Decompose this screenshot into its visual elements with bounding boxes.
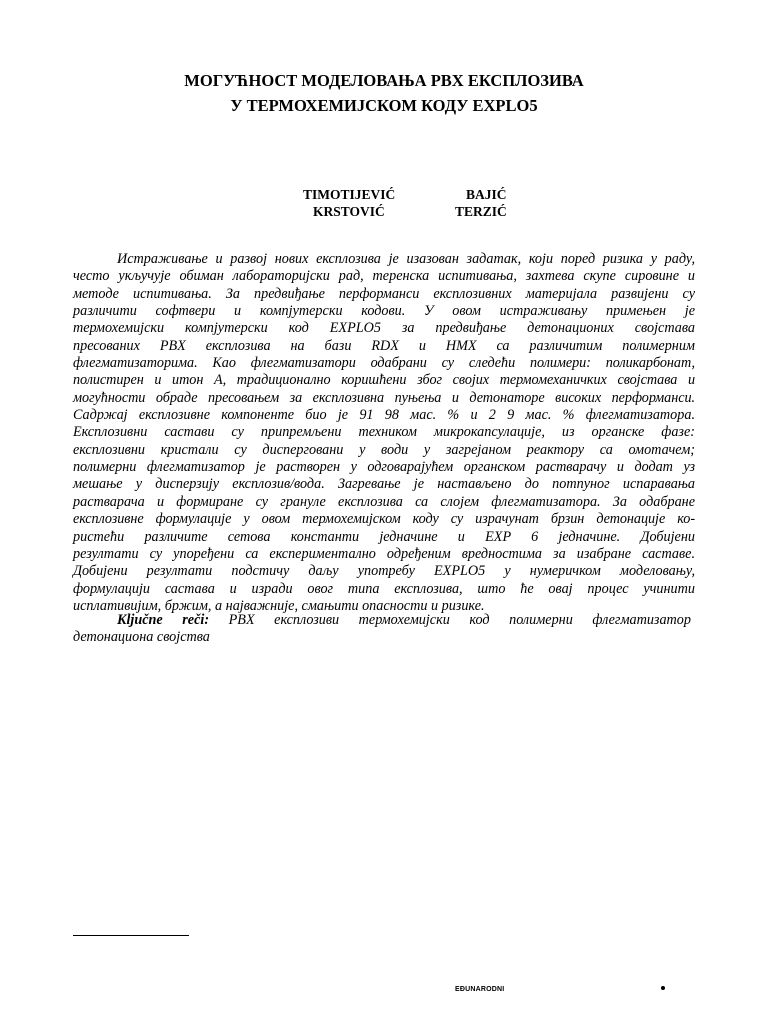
footer-text: EĐUNARODNI	[455, 986, 505, 993]
author-krstovic: KRSTOVIĆ	[313, 204, 385, 219]
abstract-line: полистирен и итон А, традиционално коришћени због својих термомеханичких својстава и	[73, 372, 695, 389]
abstract-line: термохемијски компјутерски код EXPLO5 за предвиђање детонационих својстава	[73, 320, 695, 337]
abstract-line: формулацији састава и изради овог типа експлозива, што ће овај процес учинити	[73, 580, 695, 597]
abstract	[73, 251, 695, 615]
paper-title	[0, 68, 768, 118]
keywords-line-2: детонациона својства	[73, 629, 210, 646]
footnote-rule	[73, 935, 189, 936]
abstract-line: мешање у дисперзију експлозив/вода. Загревање је настављено до потпуног испаравања	[73, 476, 695, 493]
author-row-2	[0, 203, 768, 220]
abstract-line: ристећи различите сетова константи једначине и EXP 6 једначине. Добијени	[73, 528, 695, 545]
abstract-line: различити софтвери и компјутерски кодови. У овом истраживању примењен је	[73, 303, 695, 320]
abstract-line: исплативијим, бржим, а најважније, смањити опасности и ризике.	[73, 597, 485, 614]
keywords	[73, 612, 691, 647]
abstract-line: методе испитивања. За предвиђање перформанси експлозивних материјала развијени су	[73, 285, 695, 302]
abstract-line: растварача и формиране су грануле експлозива са слојем флегматизатора. За одабране	[73, 493, 695, 510]
author-bajic: BAJIĆ	[466, 187, 507, 202]
abstract-line: флегматизаторима. Као флегматизатори одабрани су следећи полимери: поликарбонат,	[73, 355, 695, 372]
author-terzic: TERZIĆ	[455, 204, 507, 219]
abstract-line: Експлозивни састави су припремљени техником микрокапсулације, из органске фазе:	[73, 424, 695, 441]
abstract-line: резултати су упоређени са експериментално одређеним вредностима за изабране саставе.	[73, 545, 695, 562]
abstract-line: Добијени резултати подстичу даљу употребу EXPLO5 у нумеричком моделовању,	[73, 563, 695, 580]
abstract-line: често укључује обиман лабораторијски рад, теренска испитивања, захтева скупе сировине и	[73, 268, 695, 285]
keywords-text: PBX експлозиви термохемијски код полимерни флегматизатор	[209, 612, 691, 628]
abstract-line: пресованих PBX експлозива на бази RDX и HMX са различитим полимерним	[73, 337, 695, 354]
author-row-1	[0, 186, 768, 203]
keywords-line-1	[73, 612, 691, 629]
keywords-label: Ključne reči:	[117, 612, 210, 628]
title-line-1: МОГУЋНОСТ МОДЕЛОВАЊА PBX ЕКСПЛОЗИВА	[184, 71, 584, 90]
author-timotijevic: TIMOTIJEVIĆ	[303, 187, 396, 202]
author-block	[0, 186, 768, 220]
footer-bullet-icon	[661, 986, 665, 990]
abstract-line: експлозивне формулације у овом термохемијском коду су израчунат брзин детонације ко-	[73, 511, 695, 528]
abstract-line: Садржај експлозивне компоненте био је 91 98 мас. % и 2 9 мас. % флегматизатора.	[73, 407, 695, 424]
abstract-line: полимерни флегматизатор је растворен у одговарајућем органском растварачу и додат уз	[73, 459, 695, 476]
title-line-2: У ТЕРМОХЕМИЈСКОМ КОДУ EXPLO5	[230, 96, 538, 115]
abstract-line: могућности обраде пресовањем за експлозивна пуњења и детонаторе високих перформанси.	[73, 389, 695, 406]
abstract-line: Истраживање и развој нових експлозива је изазован задатак, који поред ризика у раду,	[117, 251, 695, 267]
abstract-line: експлозивни кристали су дисперговани у води у загрејаном реактору са омотачем;	[73, 441, 695, 458]
